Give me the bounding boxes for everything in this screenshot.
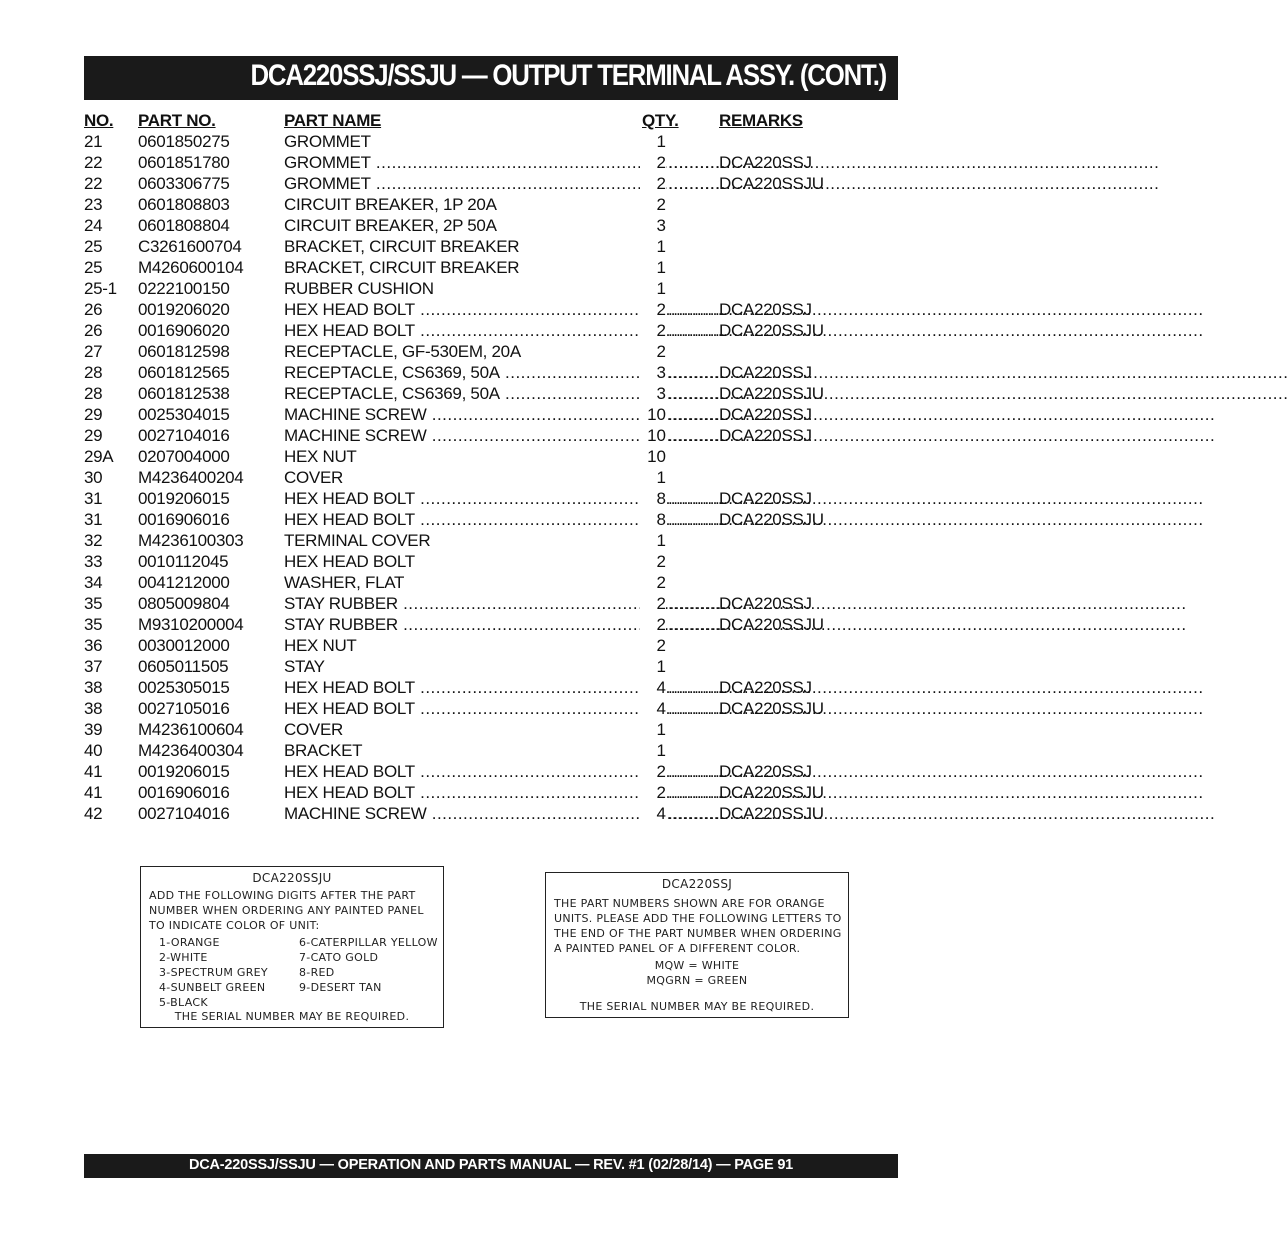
row-part-name: WASHER, FLAT: [284, 573, 405, 592]
row-part-no: 0207004000: [138, 447, 230, 466]
note-intro: THE PART NUMBERS SHOWN ARE FOR ORANGE UNITS. PLEASE ADD THE FOLLOWING LETTERS TO THE END OF THE PART NUMBER WHEN ORDERING A PAINTED PANEL OF A DIFFERENT COLOR.: [554, 897, 842, 955]
parts-table: [84, 110, 844, 824]
row-part-no: 0601808803: [138, 195, 230, 214]
row-qty: 2: [640, 761, 666, 782]
table-row: [84, 341, 844, 362]
leader-dots: ...........: [668, 300, 726, 319]
color-item: 1-ORANGE: [159, 936, 220, 949]
row-qty: 1: [640, 656, 666, 677]
leader-dots: ...........: [668, 804, 726, 823]
header-no: NO.: [84, 111, 114, 130]
leader-dots: ...........: [668, 363, 726, 382]
row-no: 25: [84, 237, 103, 256]
row-part-name: HEX HEAD BOLT .....: [284, 488, 648, 509]
row-qty: 4: [640, 803, 666, 824]
row-remarks: DCA220SSJ: [719, 426, 812, 445]
row-no: 29A: [84, 447, 114, 466]
row-part-name: HEX NUT: [284, 447, 357, 466]
leader-dots: ...........: [668, 699, 726, 718]
table-header: [84, 110, 844, 131]
row-no: 27: [84, 342, 103, 361]
row-part-no: 0030012000: [138, 636, 230, 655]
table-row: [84, 362, 844, 383]
row-no: 38: [84, 699, 103, 718]
row-qty: 2: [640, 320, 666, 341]
row-no: 39: [84, 720, 103, 739]
row-remarks: DCA220SSJU: [719, 783, 824, 802]
row-part-name: HEX HEAD BOLT .....: [284, 698, 648, 719]
row-part-name: CIRCUIT BREAKER, 2P 50A: [284, 216, 497, 235]
row-remarks: DCA220SSJU: [719, 510, 824, 529]
row-remarks: DCA220SSJU: [719, 699, 824, 718]
table-row: [84, 467, 844, 488]
table-row: [84, 278, 844, 299]
table-row: [84, 593, 844, 614]
row-remarks: DCA220SSJU: [719, 384, 824, 403]
row-part-name: HEX HEAD BOLT .....: [284, 782, 648, 803]
row-no: 36: [84, 636, 103, 655]
row-no: 28: [84, 363, 103, 382]
row-qty: 1: [640, 719, 666, 740]
row-part-no: 0603306775: [138, 174, 230, 193]
row-part-name: RUBBER CUSHION: [284, 279, 434, 298]
row-part-name: GROMMET .....: [284, 173, 648, 194]
row-part-name: RECEPTACLE, GF-530EM, 20A: [284, 342, 521, 361]
row-part-name: STAY: [284, 657, 325, 676]
row-no: 42: [84, 804, 103, 823]
table-row: [84, 257, 844, 278]
row-part-no: M4236400304: [138, 741, 244, 760]
color-column-left: [159, 935, 268, 1010]
serial-note: THE SERIAL NUMBER MAY BE REQUIRED.: [174, 1010, 410, 1023]
row-part-name: STAY RUBBER .....: [284, 614, 648, 635]
row-no: 37: [84, 657, 103, 676]
row-no: 31: [84, 510, 103, 529]
row-remarks: DCA220SSJU: [719, 321, 824, 340]
row-part-name: BRACKET, CIRCUIT BREAKER: [284, 258, 520, 277]
row-part-no: 0222100150: [138, 279, 230, 298]
row-no: 24: [84, 216, 103, 235]
row-qty: 3: [640, 215, 666, 236]
row-part-name: MACHINE SCREW .....: [284, 803, 648, 824]
table-row: [84, 215, 844, 236]
color-item: 9-DESERT TAN: [299, 981, 382, 994]
row-no: 34: [84, 573, 103, 592]
color-item: 4-SUNBELT GREEN: [159, 981, 266, 994]
row-part-name: HEX HEAD BOLT .....: [284, 509, 648, 530]
row-no: 22: [84, 153, 103, 172]
row-qty: 2: [640, 635, 666, 656]
row-part-no: 0019206015: [138, 489, 230, 508]
row-qty: 10: [640, 446, 666, 467]
row-qty: 3: [640, 383, 666, 404]
row-part-no: 0010112045: [138, 552, 229, 571]
table-row: [84, 194, 844, 215]
page-footer: DCA-220SSJ/SSJU — OPERATION AND PARTS MANUAL — REV. #1 (02/28/14) — PAGE 91: [188, 1157, 794, 1173]
row-part-no: 0016906020: [138, 321, 230, 340]
table-row: [84, 761, 844, 782]
row-no: 25: [84, 258, 103, 277]
row-qty: 1: [640, 278, 666, 299]
table-row: [84, 236, 844, 257]
row-qty: 2: [640, 299, 666, 320]
row-part-name: BRACKET: [284, 741, 363, 760]
row-part-name: RECEPTACLE, CS6369, 50A .....: [284, 383, 648, 404]
row-part-name: HEX HEAD BOLT .....: [284, 677, 648, 698]
note-title: DCA220SSJU: [252, 871, 332, 885]
row-part-name: CIRCUIT BREAKER, 1P 20A: [284, 195, 497, 214]
row-no: 22: [84, 174, 103, 193]
table-row: [84, 320, 844, 341]
row-qty: 1: [640, 467, 666, 488]
title-bar: [84, 56, 898, 100]
row-part-no: 0019206015: [138, 762, 230, 781]
row-no: 30: [84, 468, 103, 487]
row-part-no: C3261600704: [138, 237, 242, 256]
serial-note: THE SERIAL NUMBER MAY BE REQUIRED.: [579, 1000, 815, 1013]
header-qty: QTY.: [642, 111, 679, 130]
note-intro: ADD THE FOLLOWING DIGITS AFTER THE PART NUMBER WHEN ORDERING ANY PAINTED PANEL TO INDICATE COLOR OF UNIT:: [149, 889, 424, 932]
row-no: 35: [84, 594, 103, 613]
color-code: MQW = WHITE: [654, 959, 740, 972]
row-remarks: DCA220SSJU: [719, 804, 824, 823]
leader-dots: ...........: [668, 762, 726, 781]
row-qty: 2: [640, 782, 666, 803]
row-no: 28: [84, 384, 103, 403]
table-row: [84, 530, 844, 551]
row-no: 29: [84, 405, 103, 424]
leader-dots: ...........: [668, 489, 726, 508]
row-remarks: DCA220SSJ: [719, 594, 812, 613]
page-title: DCA220SSJ/SSJU — OUTPUT TERMINAL ASSY. (CONT.): [250, 59, 886, 92]
row-part-name: HEX HEAD BOLT .....: [284, 299, 648, 320]
row-part-no: 0027104016: [138, 426, 230, 445]
row-no: 32: [84, 531, 103, 550]
table-row: [84, 488, 844, 509]
row-qty: 2: [640, 173, 666, 194]
table-row: [84, 719, 844, 740]
row-part-name: TERMINAL COVER: [284, 531, 431, 550]
row-no: 23: [84, 195, 103, 214]
color-note-ssju: [140, 866, 444, 1028]
color-item: 7-CATO GOLD: [299, 951, 379, 964]
table-row: [84, 782, 844, 803]
row-no: 33: [84, 552, 103, 571]
row-part-no: 0016906016: [138, 510, 230, 529]
table-row: [84, 509, 844, 530]
row-no: 25-1: [84, 279, 117, 298]
row-qty: 2: [640, 341, 666, 362]
leader-dots: ...........: [668, 678, 726, 697]
leader-dots: ...........: [668, 384, 726, 403]
row-qty: 2: [640, 572, 666, 593]
row-part-name: MACHINE SCREW .....: [284, 425, 648, 446]
row-qty: 1: [640, 257, 666, 278]
row-part-no: 0601812598: [138, 342, 230, 361]
table-row: [84, 677, 844, 698]
table-row: [84, 152, 844, 173]
table-row: [84, 404, 844, 425]
leader-dots: ...........: [668, 174, 726, 193]
row-qty: 1: [640, 740, 666, 761]
row-part-name: COVER: [284, 720, 343, 739]
row-no: 35: [84, 615, 103, 634]
table-row: [84, 698, 844, 719]
table-row: [84, 635, 844, 656]
header-part-name: PART NAME: [284, 111, 382, 130]
row-part-name: RECEPTACLE, CS6369, 50A .....: [284, 362, 648, 383]
row-part-no: 0025305015: [138, 678, 230, 697]
row-part-no: 0016906016: [138, 783, 230, 802]
row-no: 38: [84, 678, 103, 697]
color-code-list: [546, 958, 848, 988]
row-remarks: DCA220SSJ: [719, 762, 812, 781]
row-part-no: 0605011505: [138, 657, 229, 676]
row-part-no: 0041212000: [138, 573, 230, 592]
row-qty: 4: [640, 677, 666, 698]
color-note-ssj: [545, 872, 849, 1018]
row-part-no: M4236400204: [138, 468, 244, 487]
row-part-name: GROMMET .....: [284, 152, 648, 173]
note-title: DCA220SSJ: [661, 877, 733, 891]
row-no: 31: [84, 489, 103, 508]
row-qty: 2: [640, 551, 666, 572]
row-part-name: HEX NUT: [284, 636, 357, 655]
row-part-no: 0601851780: [138, 153, 230, 172]
row-qty: 8: [640, 488, 666, 509]
row-no: 29: [84, 426, 103, 445]
row-remarks: DCA220SSJ: [719, 363, 812, 382]
color-code: MQGRN = GREEN: [646, 974, 748, 987]
row-part-name: STAY RUBBER .....: [284, 593, 648, 614]
leader-dots: ...........: [668, 783, 726, 802]
row-no: 26: [84, 300, 103, 319]
header-remarks: REMARKS: [719, 111, 803, 130]
row-qty: 10: [640, 425, 666, 446]
row-part-no: M4236100303: [138, 531, 244, 550]
row-remarks: DCA220SSJ: [719, 153, 812, 172]
row-qty: 2: [640, 614, 666, 635]
row-no: 21: [84, 132, 103, 151]
table-row: [84, 656, 844, 677]
row-part-name: HEX HEAD BOLT .....: [284, 761, 648, 782]
row-part-no: 0601812565: [138, 363, 230, 382]
row-part-name: COVER: [284, 468, 343, 487]
row-qty: 1: [640, 236, 666, 257]
row-no: 26: [84, 321, 103, 340]
color-item: 6-CATERPILLAR YELLOW: [299, 936, 438, 949]
table-row: [84, 551, 844, 572]
leader-dots: ...........: [668, 615, 726, 634]
row-part-no: M4260600104: [138, 258, 244, 277]
leader-dots: ...........: [668, 405, 726, 424]
color-column-right: [299, 935, 438, 995]
row-qty: 2: [640, 152, 666, 173]
table-row: [84, 299, 844, 320]
row-remarks: DCA220SSJ: [719, 678, 812, 697]
row-qty: 10: [640, 404, 666, 425]
row-part-no: M4236100604: [138, 720, 244, 739]
row-qty: 2: [640, 593, 666, 614]
row-part-no: 0805009804: [138, 594, 230, 613]
row-part-no: 0019206020: [138, 300, 230, 319]
table-row: [84, 740, 844, 761]
row-part-name: GROMMET: [284, 132, 371, 151]
table-row: [84, 425, 844, 446]
table-row: [84, 446, 844, 467]
table-row: [84, 572, 844, 593]
row-qty: 3: [640, 362, 666, 383]
leader-dots: ...........: [668, 426, 726, 445]
row-part-name: HEX HEAD BOLT: [284, 552, 415, 571]
leader-dots: ...........: [668, 321, 726, 340]
color-item: 3-SPECTRUM GREY: [159, 966, 268, 979]
table-row: [84, 383, 844, 404]
row-part-name: HEX HEAD BOLT .....: [284, 320, 648, 341]
row-part-no: 0601850275: [138, 132, 230, 151]
table-row: [84, 131, 844, 152]
row-qty: 8: [640, 509, 666, 530]
row-remarks: DCA220SSJ: [719, 489, 812, 508]
row-qty: 1: [640, 530, 666, 551]
row-part-no: 0027105016: [138, 699, 230, 718]
table-row: [84, 614, 844, 635]
row-part-no: 0601812538: [138, 384, 230, 403]
header-part-no: PART NO.: [138, 111, 216, 130]
footer-bar: [84, 1154, 898, 1178]
color-item: 8-RED: [299, 966, 335, 979]
row-part-no: 0027104016: [138, 804, 230, 823]
row-remarks: DCA220SSJU: [719, 615, 824, 634]
row-no: 40: [84, 741, 103, 760]
row-qty: 2: [640, 194, 666, 215]
row-remarks: DCA220SSJ: [719, 405, 812, 424]
leader-dots: ...........: [668, 510, 726, 529]
row-qty: 1: [640, 131, 666, 152]
color-item: 2-WHITE: [159, 951, 208, 964]
row-part-name: BRACKET, CIRCUIT BREAKER: [284, 237, 520, 256]
row-part-no: 0601808804: [138, 216, 230, 235]
leader-dots: ...........: [668, 594, 726, 613]
row-no: 41: [84, 783, 103, 802]
leader-dots: ...........: [668, 153, 726, 172]
row-part-no: 0025304015: [138, 405, 230, 424]
row-part-name: MACHINE SCREW .....: [284, 404, 648, 425]
table-row: [84, 173, 844, 194]
row-remarks: DCA220SSJU: [719, 174, 824, 193]
table-body: [84, 131, 844, 824]
row-part-no: M9310200004: [138, 615, 244, 634]
row-remarks: DCA220SSJ: [719, 300, 812, 319]
table-row: [84, 803, 844, 824]
row-qty: 4: [640, 698, 666, 719]
color-item: 5-BLACK: [159, 996, 208, 1009]
row-no: 41: [84, 762, 103, 781]
